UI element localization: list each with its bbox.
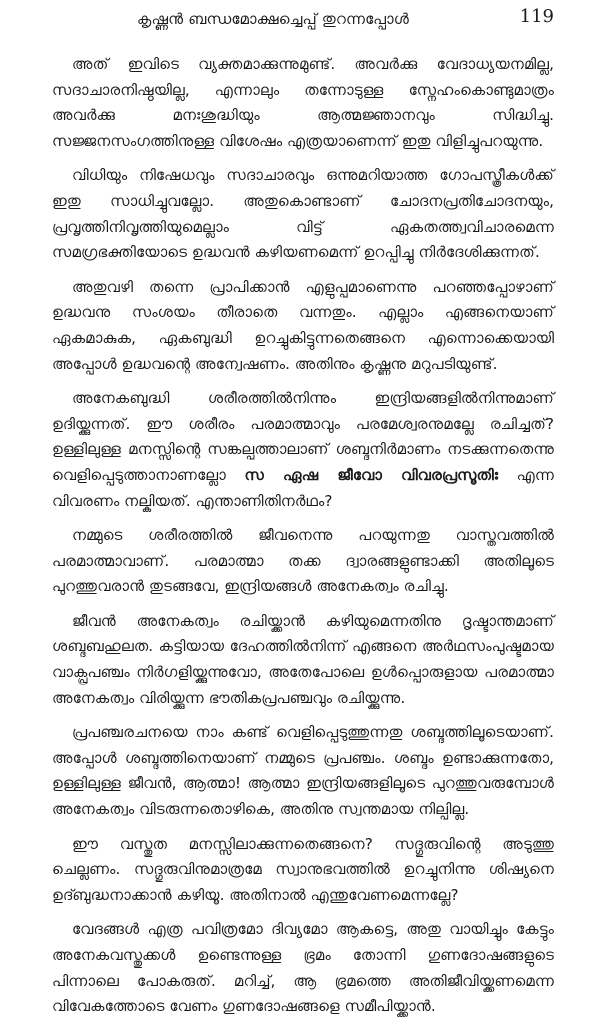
sanskrit-quote: സ ഏഷ ജീവോ വിവരപ്രസൂതിഃ [244,465,498,484]
paragraph-4 [52,386,554,514]
paragraph-6: ജീവൻ അനേകത്വം രചിയ്ക്കാൻ കഴിയുമെന്നതിനു ദൃഷ്ടാന്തമാണ് ശബ്ദബഹുലത. കട്ടിയായ ദേഹത്തിൽനിന്ന് എങ്ങനെ അർഥസംപുഷ്ടമായ വാക്പ്രപഞ്ചം നിർഗളിയ്ക്കുന്നുവോ, അതേപോലെ ഉൾപ്പൊരുളായ പരമാത്മാ അനേകത്വം വിരിയ്ക്കുന്ന ഭൗതികപ്രപഞ്ചവും രചിയ്ക്കുന്നു. [52,611,554,707]
paragraph-1: അത് ഇവിടെ വ്യക്തമാക്കുന്നുമുണ്ട്. അവർക്കു വേദാധ്യയനമില്ല, സദാചാരനിഷ്ഠയില്ല, എന്നാലും തന്നോടുള്ള സ്നേഹംകൊണ്ടുമാത്രം അവർക്കു മനഃശുദ്ധിയും ആത്മജ്ഞാനവും സിദ്ധിച്ചു. സജ്ജനസംഗത്തിനുള്ള വിശേഷം എത്രയാണെന്ന് ഇതു വിളിച്ചുപറയുന്നു. [52,55,554,150]
paragraph-9: വേദങ്ങൾ എത്ര പവിത്രമോ ദിവ്യമോ ആകട്ടെ, അതു വായിച്ചും കേട്ടും അനേകവസ്തുക്കൾ ഉണ്ടെന്നുള്ള ഭ്രമം തോന്നി ഗുണദോഷങ്ങളുടെ പിന്നാലെ പോകരുത്. മറിച്ച്, ആ ഭ്രമത്തെ അതിജീവിയ്ക്കണമെന്ന വിവേകത്തോടെ വേണം ഗുണദോഷങ്ങളെ സമീപിയ്ക്കാൻ. [52,920,554,1016]
paragraph-4-text-after: എന്ന വിവരണം നല്കിയത്. എന്താണിതിനർഥം? [52,465,554,510]
paragraph-4-text-before: അനേകബുദ്ധി ശരീരത്തിൽനിന്നും ഇന്ദ്രിയങ്ങളിൽനിന്നുമാണ് ഉദിയ്ക്കുന്നത്. ഈ ശരീരം പരമാത്മാവും പരമേശ്വരനുമല്ലേ രചിച്ചത്? ഉള്ളിലുള്ള മനസ്സിന്റെ സങ്കല്പത്താലാണ് ശബ്ദനിർമാണം നടക്കുന്നതെന്നു വെളിപ്പെടുത്താനാണല്ലോ [52,389,554,484]
paragraph-5: നമ്മുടെ ശരീരത്തിൽ ജീവനെന്നു പറയുന്നതു വാസ്തവത്തിൽ പരമാത്മാവാണ്. പരമാത്മാ തക്ക ദ്വാരങ്ങളുണ്ടാക്കി അതിലൂടെ പുറത്തുവരാൻ തുടങ്ങവേ, ഇന്ദ്രിയങ്ങൾ അനേകത്വം രചിച്ചു. [52,526,554,596]
paragraph-2: വിധിയും നിഷേധവും സദാചാരവും ഒന്നുമറിയാത്ത ഗോപസ്ത്രീകൾക്ക് ഇതു സാധിച്ചുവല്ലോ. അതുകൊണ്ടാണ് ചോദനപ്രതിചോദനയും, പ്രവൃത്തിനിവൃത്തിയുമെല്ലാം വിട്ട് ഏകതത്ത്വവിചാരമെന്ന സമഗ്രഭക്തിയോടെ ഉദ്ധവൻ കഴിയണമെന്ന് ഉറപ്പിച്ചു നിർദേശിക്കുന്നത്. [52,166,554,262]
page-header [52,0,554,36]
running-title: കൃഷ്ണൻ ബന്ധമോക്ഷച്ചെപ്പ് തുറന്നപ്പോൾ [136,10,409,28]
paragraph-8: ഈ വസ്തുത മനസ്സിലാക്കുന്നതെങ്ങനെ? സദ്ഗുരുവിന്റെ അടുത്തു ചെല്ലണം. സദ്ഗുരുവിനുമാത്രമേ സ്വാനുഭവത്തിൽ ഉറച്ചുനിന്നു ശിഷ്യനെ ഉദ്ബുദ്ധനാക്കാൻ കഴിയൂ. അതിനാൽ എന്തുവേണമെന്നല്ലേ? [52,834,554,904]
body-text [52,52,554,1020]
paragraph-3: അതുവഴി തന്നെ പ്രാപിക്കാൻ എളുപ്പമാണെന്നു പറഞ്ഞപ്പോഴാണ് ഉദ്ധവനു സംശയം തീരാതെ വന്നതും. എല്ലാം എങ്ങനെയാണ് ഏകമാകുക, ഏകബുദ്ധി ഉറച്ചുകിട്ടുന്നതെങ്ങനെ എന്നൊക്കെയായി അപ്പോൾ ഉദ്ധവന്റെ അന്വേഷണം. അതിനും കൃഷ്ണനു മറുപടിയുണ്ട്. [52,277,554,373]
page-number: 119 [519,6,554,27]
paragraph-7: പ്രപഞ്ചരചനയെ നാം കണ്ട് വെളിപ്പെടുത്തുന്നതു ശബ്ദത്തിലൂടെയാണ്. അപ്പോൾ ശബ്ദത്തിനെയാണ് നമ്മുടെ പ്രപഞ്ചം. ശബ്ദം ഉണ്ടാക്കുന്നതോ, ഉള്ളിലുള്ള ജീവൻ, ആത്മാ! ആത്മാ ഇന്ദ്രിയങ്ങളിലൂടെ പുറത്തുവരുമ്പോൾ അനേകത്വം വിടരുന്നതൊഴികെ, അതിനു സ്വന്തമായ നില്പില്ല. [52,723,554,819]
